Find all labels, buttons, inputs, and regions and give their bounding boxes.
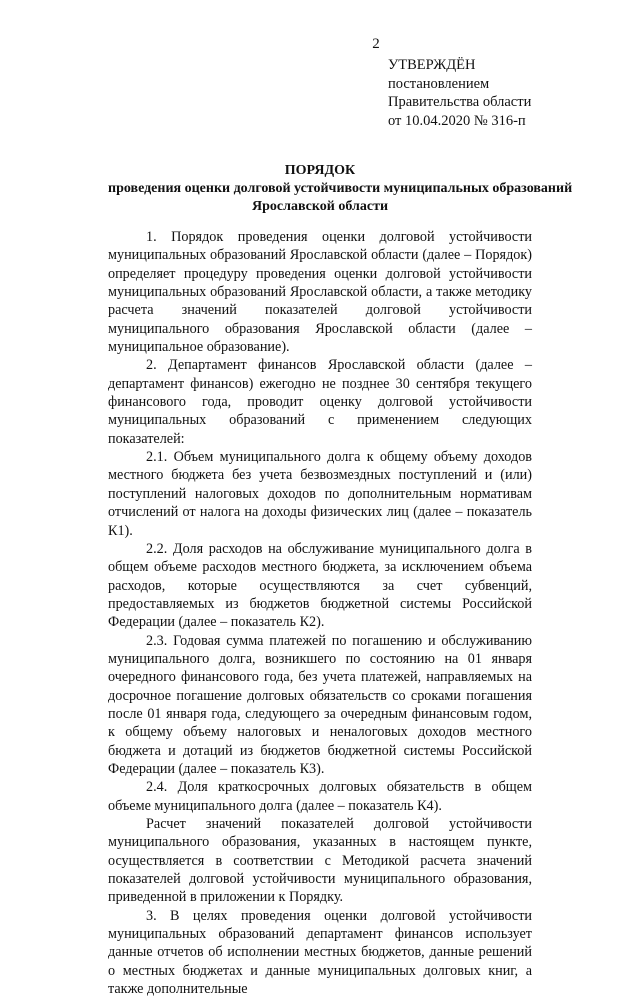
paragraph: 1. Порядок проведения оценки долговой устойчивости муниципальных образований Ярославской области (далее – Порядок) определяет процедуру проведения оценки долговой устойчивости муниципальных образований Ярославской области, а также методику расчета значений показателей долговой устойчивости муниципального образования Ярославской области (далее – муниципальное образование). [108, 229, 532, 356]
title-line: ПОРЯДОК [284, 163, 356, 178]
paragraph: 2.3. Годовая сумма платежей по погашению и обслуживанию муниципального долга, возникшего по состоянию на 01 января очередного финансового года, без учета платежей, направляемых на досрочное погашение долговых обязательств со сроками погашения после 01 января года, следующего за очередным финансовым годом, к общему объему налоговых и неналоговых доходов местного бюджета и дотаций из бюджетов бюджетной системы Российской Федерации (далее – показатель К3). [108, 632, 532, 777]
title-line: проведения оценки долговой устойчивости муниципальных образований [108, 181, 573, 196]
approval-line: Правительства области [388, 94, 532, 110]
title-line: Ярославской области [251, 199, 389, 214]
approval-line: постановлением [388, 75, 490, 92]
paragraph: 2.1. Объем муниципального долга к общему объему доходов местного бюджета без учета безвозмездных поступлений и (или) поступлений налоговых доходов по дополнительным нормативам отчислений от налога на доходы физических лиц (далее – показатель К1). [108, 449, 532, 539]
approval-stamp [388, 56, 531, 130]
approval-line: от 10.04.2020 № 316-п [388, 112, 526, 129]
document-body [108, 228, 532, 998]
document-title [108, 162, 573, 216]
page-number: 2 [372, 36, 380, 52]
paragraph: 2. Департамент финансов Ярославской области (далее – департамент финансов) ежегодно не позднее 30 сентября текущего финансового года, проводит оценку долговой устойчивости муниципальных образований с применением следующих показателей: [108, 357, 532, 447]
paragraph: Расчет значений показателей долговой устойчивости муниципального образования, указанных в настоящем пункте, осуществляется в соответствии с Методикой расчета значений показателей долговой устойчивости муниципального образования, приведенной в приложении к Порядку. [108, 816, 532, 906]
approval-line: УТВЕРЖДЁН [388, 57, 476, 73]
paragraph: 2.2. Доля расходов на обслуживание муниципального долга в общем объеме расходов местного бюджета, за исключением объема расходов, которые осуществляются за счет субвенций, предоставляемых из бюджетов бюджетной системы Российской Федерации (далее – показатель К2). [108, 540, 532, 631]
paragraph: 3. В целях проведения оценки долговой устойчивости муниципальных образований департамент финансов использует данные отчетов об исполнении местных бюджетов, данные решений о местных бюджетах и данные муниципальных долговых книг, а также дополнительные [108, 907, 532, 998]
paragraph: 2.4. Доля краткосрочных долговых обязательств в общем объеме муниципального долга (далее – показатель К4). [108, 779, 532, 814]
